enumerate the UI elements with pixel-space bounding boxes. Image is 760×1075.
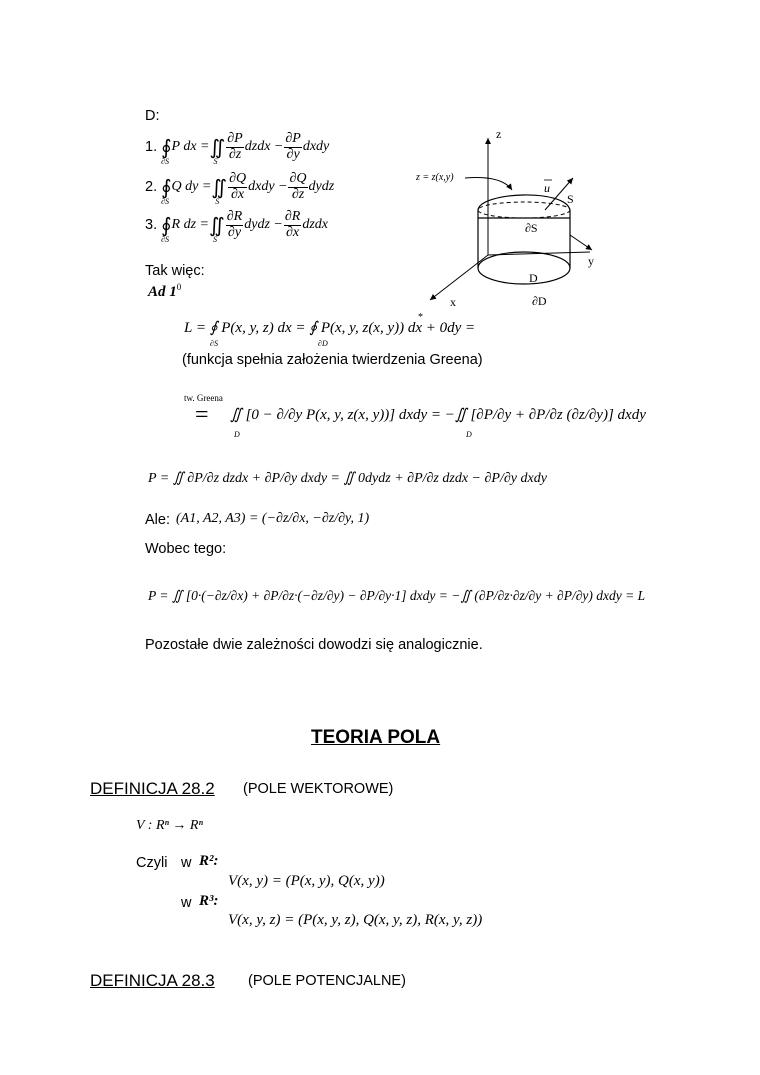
w-label-2: w — [181, 895, 192, 911]
s-label: S — [567, 192, 574, 206]
definition-28-2-subtitle: (POLE WEKTOROWE) — [243, 781, 394, 797]
czyli-label: Czyli — [136, 855, 168, 871]
contour-integral-icon: ∮ ∂S — [161, 214, 172, 244]
vector-field-map: V : Rⁿ → Rⁿ — [136, 818, 203, 833]
double-integral-icon: ∬ S — [211, 176, 228, 206]
ale-equation: (A1, A2, A3) = (−∂z/∂x, −∂z/∂y, 1) — [176, 511, 370, 526]
tw-greena-label: tw. Greena — [184, 393, 223, 403]
definition-28-2-title: DEFINICJA 28.2 — [90, 779, 215, 798]
formula-2-number: 2. — [145, 179, 158, 195]
y-axis-label: y — [588, 254, 594, 268]
green-note: (funkcja spełnia założenia twierdzenia Greena) — [182, 352, 483, 368]
green-sub-d1: D — [234, 430, 240, 439]
green-line: ∬ [0 − ∂/∂y P(x, y, z(x, y))] dxdy = −∬ [∂P/∂y + ∂P/∂z (∂z/∂y)] dxdy — [230, 407, 646, 423]
ale-label: Ale: — [145, 512, 170, 528]
dd-label: ∂D — [532, 294, 547, 308]
definition-28-3-subtitle: (POLE POTENCJALNE) — [248, 973, 406, 989]
green-sub-d2: D — [466, 430, 472, 439]
v2-equation: V(x, y) = (P(x, y), Q(x, y)) — [228, 873, 385, 889]
x-axis-line — [430, 255, 488, 300]
r3-label: R³: — [199, 893, 219, 909]
equals-sign: = — [195, 402, 209, 428]
surface-equation: z = z(x,y) — [416, 172, 454, 183]
contour-integral-icon: ∮ ∂S — [161, 176, 172, 206]
d-region-label: D — [529, 271, 538, 285]
star-mark: * — [418, 312, 423, 323]
p-line: P = ∬ ∂P/∂z dzdx + ∂P/∂y dxdy = ∬ 0dydz + ∂P/∂z dzdx − ∂P/∂y dxdy — [148, 471, 547, 486]
double-integral-icon: ∬ S — [209, 136, 226, 166]
contour-integral-icon: ∮ ∂S — [161, 136, 172, 166]
line-l-sub1: ∂S — [210, 339, 218, 348]
base-ellipse — [478, 252, 570, 284]
normal-label: u — [544, 181, 550, 195]
final-line: P = ∬ [0·(−∂z/∂x) + ∂P/∂z·(−∂z/∂y) − ∂P/∂y·1] dxdy = −∬ (∂P/∂z·∂z/∂y + ∂P/∂y) dxdy = L — [148, 588, 646, 603]
double-integral-icon: ∬ S — [208, 214, 225, 244]
formula-1-number: 1. — [145, 139, 158, 155]
cylinder-figure — [410, 120, 610, 315]
d-label: D: — [145, 108, 160, 124]
formula-2: 2. ∮ ∂S Q dy = ∬ S $\frac{\partial Q}{\partial x}$ dxdy − $\frac{\partial Q}{\partial z}$ dydz — [145, 170, 335, 206]
v3-equation: V(x, y, z) = (P(x, y, z), Q(x, y, z), R(x, y, z)) — [228, 912, 483, 928]
formula-3: 3. ∮ ∂S R dz = ∬ S $\frac{\partial R}{\partial y}$ dydz − $\frac{\partial R}{\partial x}$ dzdx — [145, 208, 328, 244]
tak-wiec: Tak więc: — [145, 263, 205, 279]
line-l: L = ∮ P(x, y, z) dx = ∮ P(x, y, z(x, y)) dx + 0dy = — [184, 320, 476, 336]
ad-label: Ad $1^0$ — [148, 282, 182, 300]
formula-3-number: 3. — [145, 217, 158, 233]
r2-label: R²: — [199, 853, 219, 869]
w-label-1: w — [181, 855, 192, 871]
formula-1-lhs: P dx = — [171, 139, 210, 154]
definition-28-3-title: DEFINICJA 28.3 — [90, 971, 215, 990]
formula-1: 1. ∮ ∂S P dx = ∬ S $\frac{\partial P}{\partial z}$ dzdx − $\frac{\partial P}{\partial y}$ dxdy — [145, 130, 330, 166]
wobec-tego: Wobec tego: — [145, 541, 227, 557]
remaining-note: Pozostałe dwie zależności dowodzi się analogicznie. — [145, 637, 483, 653]
ds-label: ∂S — [525, 221, 538, 235]
section-title: TEORIA POLA — [311, 727, 441, 748]
line-l-sub2: ∂D — [318, 339, 328, 348]
z-axis-label: z — [496, 127, 502, 141]
x-axis-label: x — [450, 295, 456, 309]
